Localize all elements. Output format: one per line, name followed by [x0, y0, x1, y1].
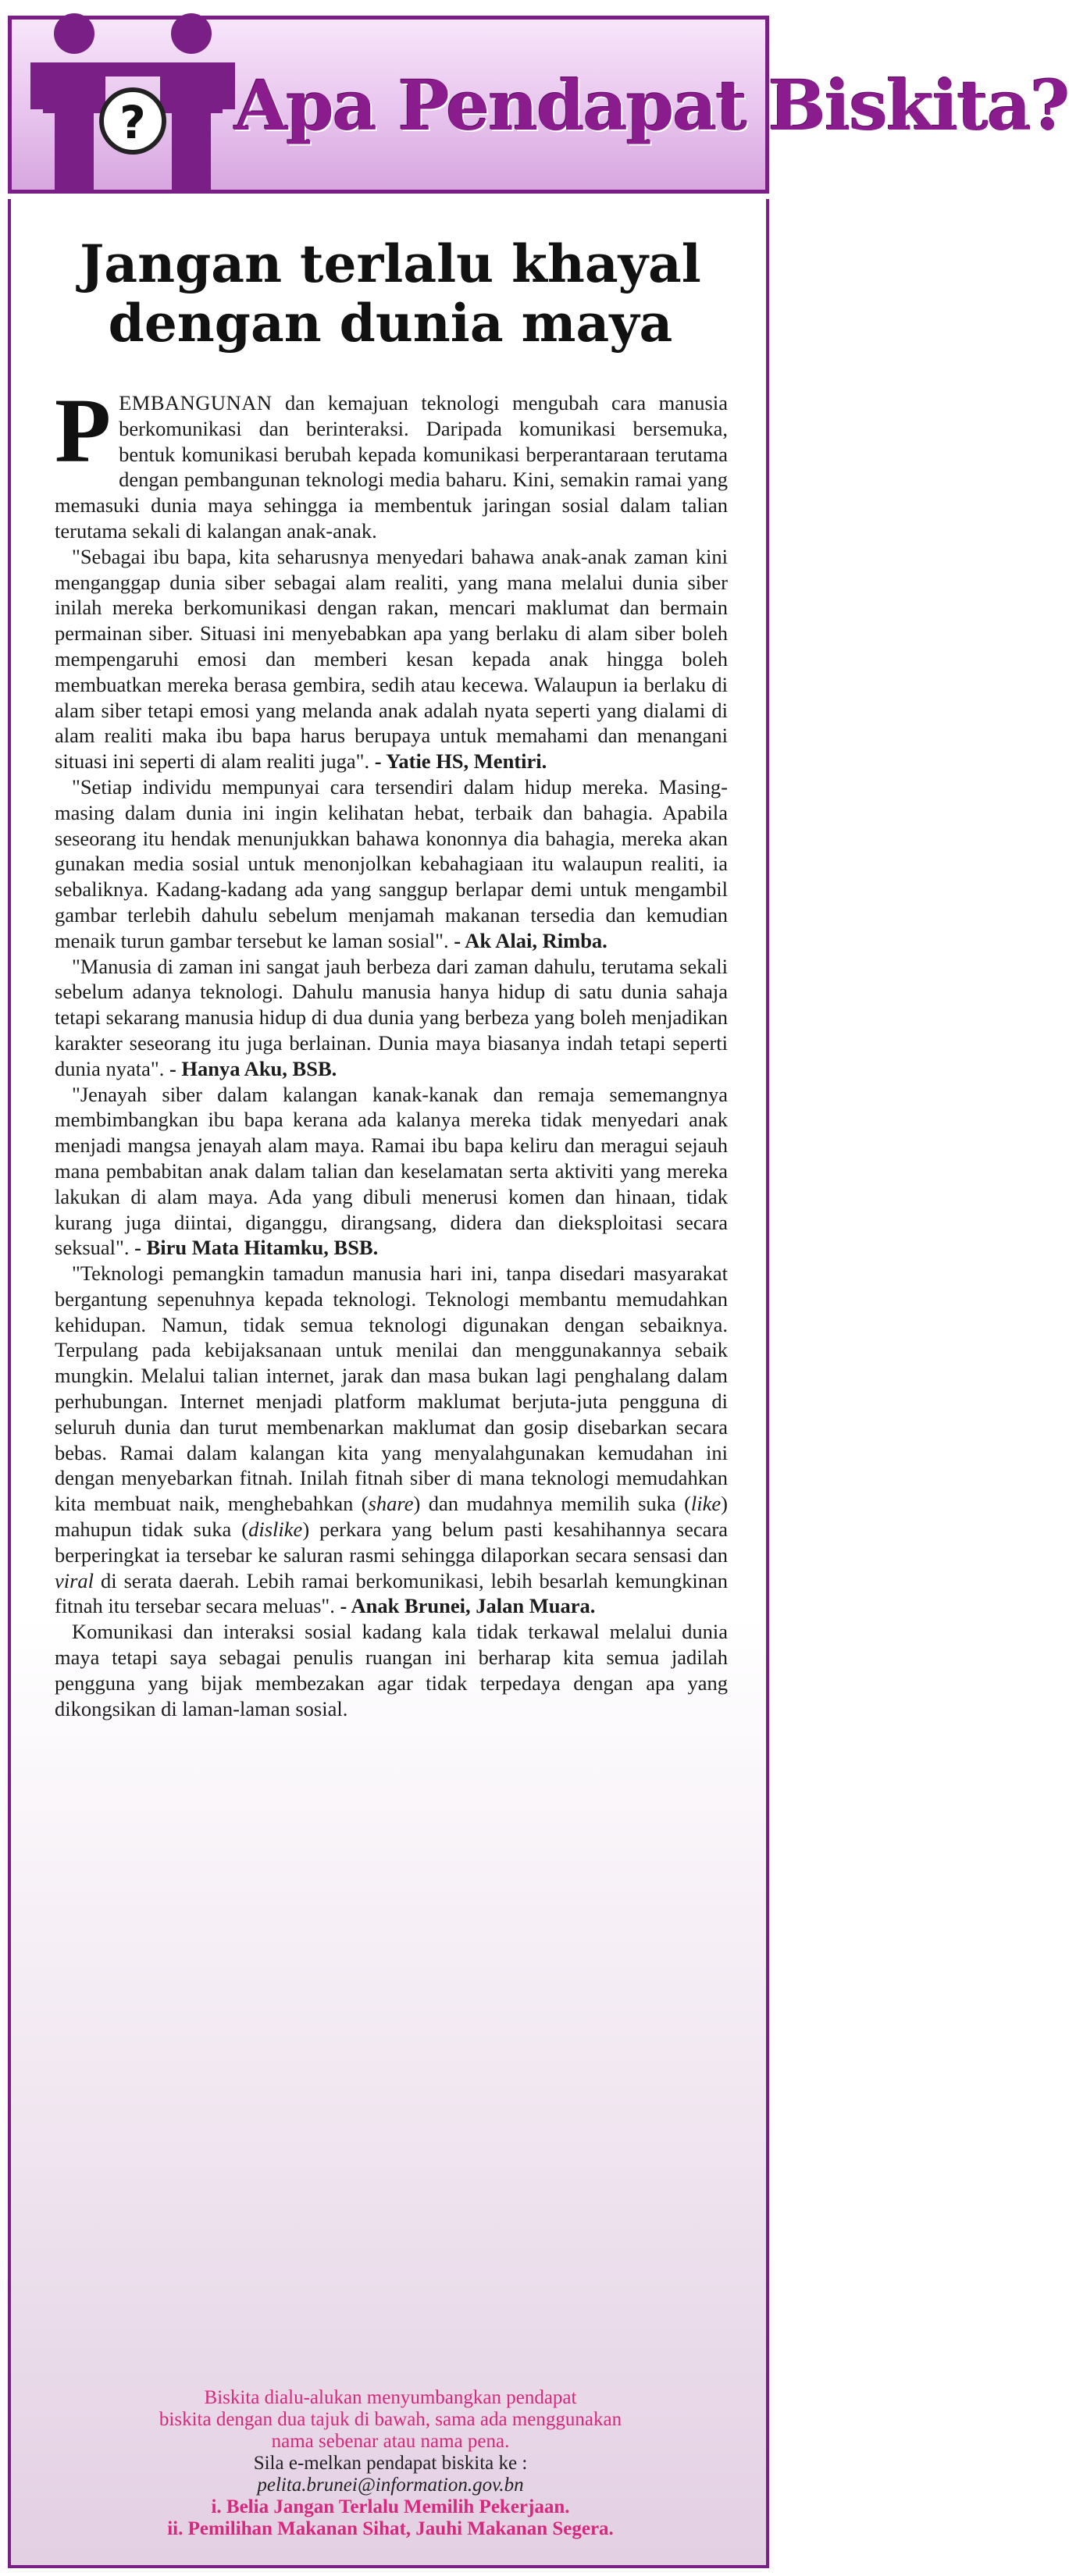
term-viral: viral [55, 1568, 94, 1592]
svg-text:?: ? [119, 96, 146, 149]
headline-line-1: Jangan terlalu khayal [80, 233, 701, 294]
paragraph-text: Komunikasi dan interaksi sosial kadang kala tidak terkawal melalui dunia maya tetapi saya sebagai penulis ruangan ini berharap kita semua jadilah pengguna yang bijak membezakan agar tidak terpedaya dengan apa yang dikongsikan di laman-laman sosial. [55, 1620, 728, 1720]
term-like: like [690, 1492, 722, 1516]
article-headline [0, 234, 781, 353]
attribution: - Biru Mata Hitamku, BSB. [129, 1236, 379, 1260]
paragraph-text: "Jenayah siber dalam kalangan kanak-kanak dan remaja sememangnya membimbangkan ibu bapa kerana ada kalanya mereka tidak menyedari anak menjadi mangsa jenayah alam maya. Ramai ibu bapa keliru dan meragui sejauh mana pembabitan anak dalam talian dan keselamatan serta aktiviti yang mereka lakukan di alam maya. Ada yang dibuli menerusi komen dan hinaan, tidak kurang juga diintai, diganggu, dirangsang, didera dan dieksploitasi secara seksual". [55, 1082, 728, 1260]
headline-line-2: dengan dunia maya [108, 293, 673, 354]
paragraph-text: dan kemajuan teknologi mengubah cara manusia berkomunikasi dan berinteraksi. Daripada komunikasi bersemuka, bentuk komunikasi berubah kepada komunikasi berperantaraan terutama dengan pembangunan teknologi media baharu. Kini, semakin ramai yang memasuki dunia maya sehingga ia membentuk jaringan sosial dalam talian terutama sekali di kalangan anak-anak. [55, 391, 728, 543]
email-prompt: Sila e-melkan pendapat biskita ke : [253, 2453, 528, 2474]
paragraph-text: "Teknologi pemangkin tamadun manusia hari ini, tanpa disedari masyarakat bergantung sepenuhnya kepada teknologi. Teknologi membantu memudahkan kehidupan. Namun, tidak semua teknologi digunakan dengan sebaiknya. Terpulang pada kebijaksanaan untuk menilai dan menggunakannya sebaik mungkin. Melalui talian internet, jarak dan masa bukan lagi penghalang dalam perhubungan. Internet menjadi platform maklumat berjuta-juta pengguna di seluruh dunia dan turut membenarkan maklumat dan gosip disebarkan secara bebas. Ramai dalam kalangan kita yang menyalahgunakan kemudahan ini dengan menyebarkan fitnah. Inilah fitnah siber di mana teknologi memudahkan kita membuat naik, menghebahkan ( [55, 1261, 728, 1516]
paragraph-text: ) dan mudahnya memilih suka ( [413, 1492, 691, 1516]
invite-line: Biskita dialu-alukan menyumbangkan pendapat [204, 2387, 577, 2408]
attribution: - Yatie HS, Mentiri. [369, 749, 547, 774]
article-paragraph [55, 774, 728, 954]
drop-cap: P [55, 379, 112, 482]
topic-1: i. Belia Jangan Terlalu Memilih Pekerjaan. [211, 2496, 570, 2517]
column-title: Apa Pendapat Biskita? [234, 65, 1069, 146]
article-paragraph [55, 954, 728, 1082]
article-body [55, 379, 728, 1721]
article-paragraph [55, 544, 728, 774]
term-share: share [368, 1492, 414, 1516]
paragraph-text: ) mahupun tidak suka ( [55, 1492, 728, 1542]
topic-2: ii. Pemilihan Makanan Sihat, Jauhi Makanan Segera. [167, 2518, 614, 2539]
paragraph-text: "Setiap individu mempunyai cara tersendiri dalam hidup mereka. Masing-masing dalam dunia ini ingin kelihatan hebat, terbaik dan bahagia. Apabila seseorang itu hendak menunjukkan bahawa kononnya dia bahagia, mereka akan gunakan media sosial untuk menonjolkan kebahagiaan itu walaupun realiti, ia sebaliknya. Kadang-kadang ada yang sanggup berlapar demi untuk mengambil gambar terlebih dahulu sebelum menjamah makanan tersedia dan kemudian menaik turun gambar tersebut ke laman sosial". [55, 774, 728, 952]
paragraph-text: "Manusia di zaman ini sangat jauh berbeza dari zaman dahulu, terutama sekali sebelum adanya teknologi. Dahulu manusia hanya hidup di satu dunia sahaja tetapi sekarang manusia hidup di dua dunia yang berbeza yang boleh menjadikan karakter seseorang itu juga berlainan. Dunia maya biasanya indah tetapi seperti dunia nyata". [55, 954, 728, 1080]
paragraph-text: "Sebagai ibu bapa, kita seharusnya menyedari bahawa anak-anak zaman kini menganggap dunia siber sebagai alam realiti, yang mana melalui dunia siber inilah mereka berkomunikasi dengan rakan, mencari maklumat dan bermain permainan siber. Situasi ini menyebabkan apa yang berlaku di alam siber boleh mempengaruhi emosi dan memberi kesan kepada anak hingga boleh membuatkan mereka berasa gembira, sedih atau kecewa. Walaupun ia berlaku di alam siber tetapi emosi yang melanda anak adalah nyata seperti yang dialami di alam realiti maka ibu bapa harus berupaya untuk memahami dan menangani situasi ini seperti di alam realiti juga". [55, 544, 728, 774]
invite-line: biskita dengan dua tajuk di bawah, sama ada menggunakan [159, 2409, 622, 2430]
contribution-notice [47, 2387, 734, 2540]
lead-in: EMBANGUNAN [119, 391, 273, 415]
two-people-question-icon [27, 4, 238, 195]
article-paragraph [55, 1261, 728, 1619]
paragraph-text: ) perkara yang belum pasti kesahihannya secara berperingkat ia tersebar ke saluran rasmi sehingga dilaporkan secara sensasi dan [55, 1517, 728, 1567]
attribution: - Hanya Aku, BSB. [164, 1056, 337, 1080]
attribution: - Anak Brunei, Jalan Muara. [334, 1594, 596, 1618]
paragraph-text: di serata daerah. Lebih ramai berkomunikasi, lebih besarlah kemungkinan fitnah itu tersebar secara meluas". [55, 1568, 728, 1618]
article-paragraph [55, 1082, 728, 1261]
article-paragraph [55, 1619, 728, 1721]
term-dislike: dislike [248, 1517, 303, 1542]
column-banner [0, 0, 1069, 199]
invite-line: nama sebenar atau nama pena. [271, 2431, 510, 2452]
article-paragraph [55, 379, 728, 544]
email-address[interactable]: pelita.brunei@information.gov.bn [257, 2475, 524, 2496]
attribution: - Ak Alai, Rimba. [448, 928, 608, 952]
